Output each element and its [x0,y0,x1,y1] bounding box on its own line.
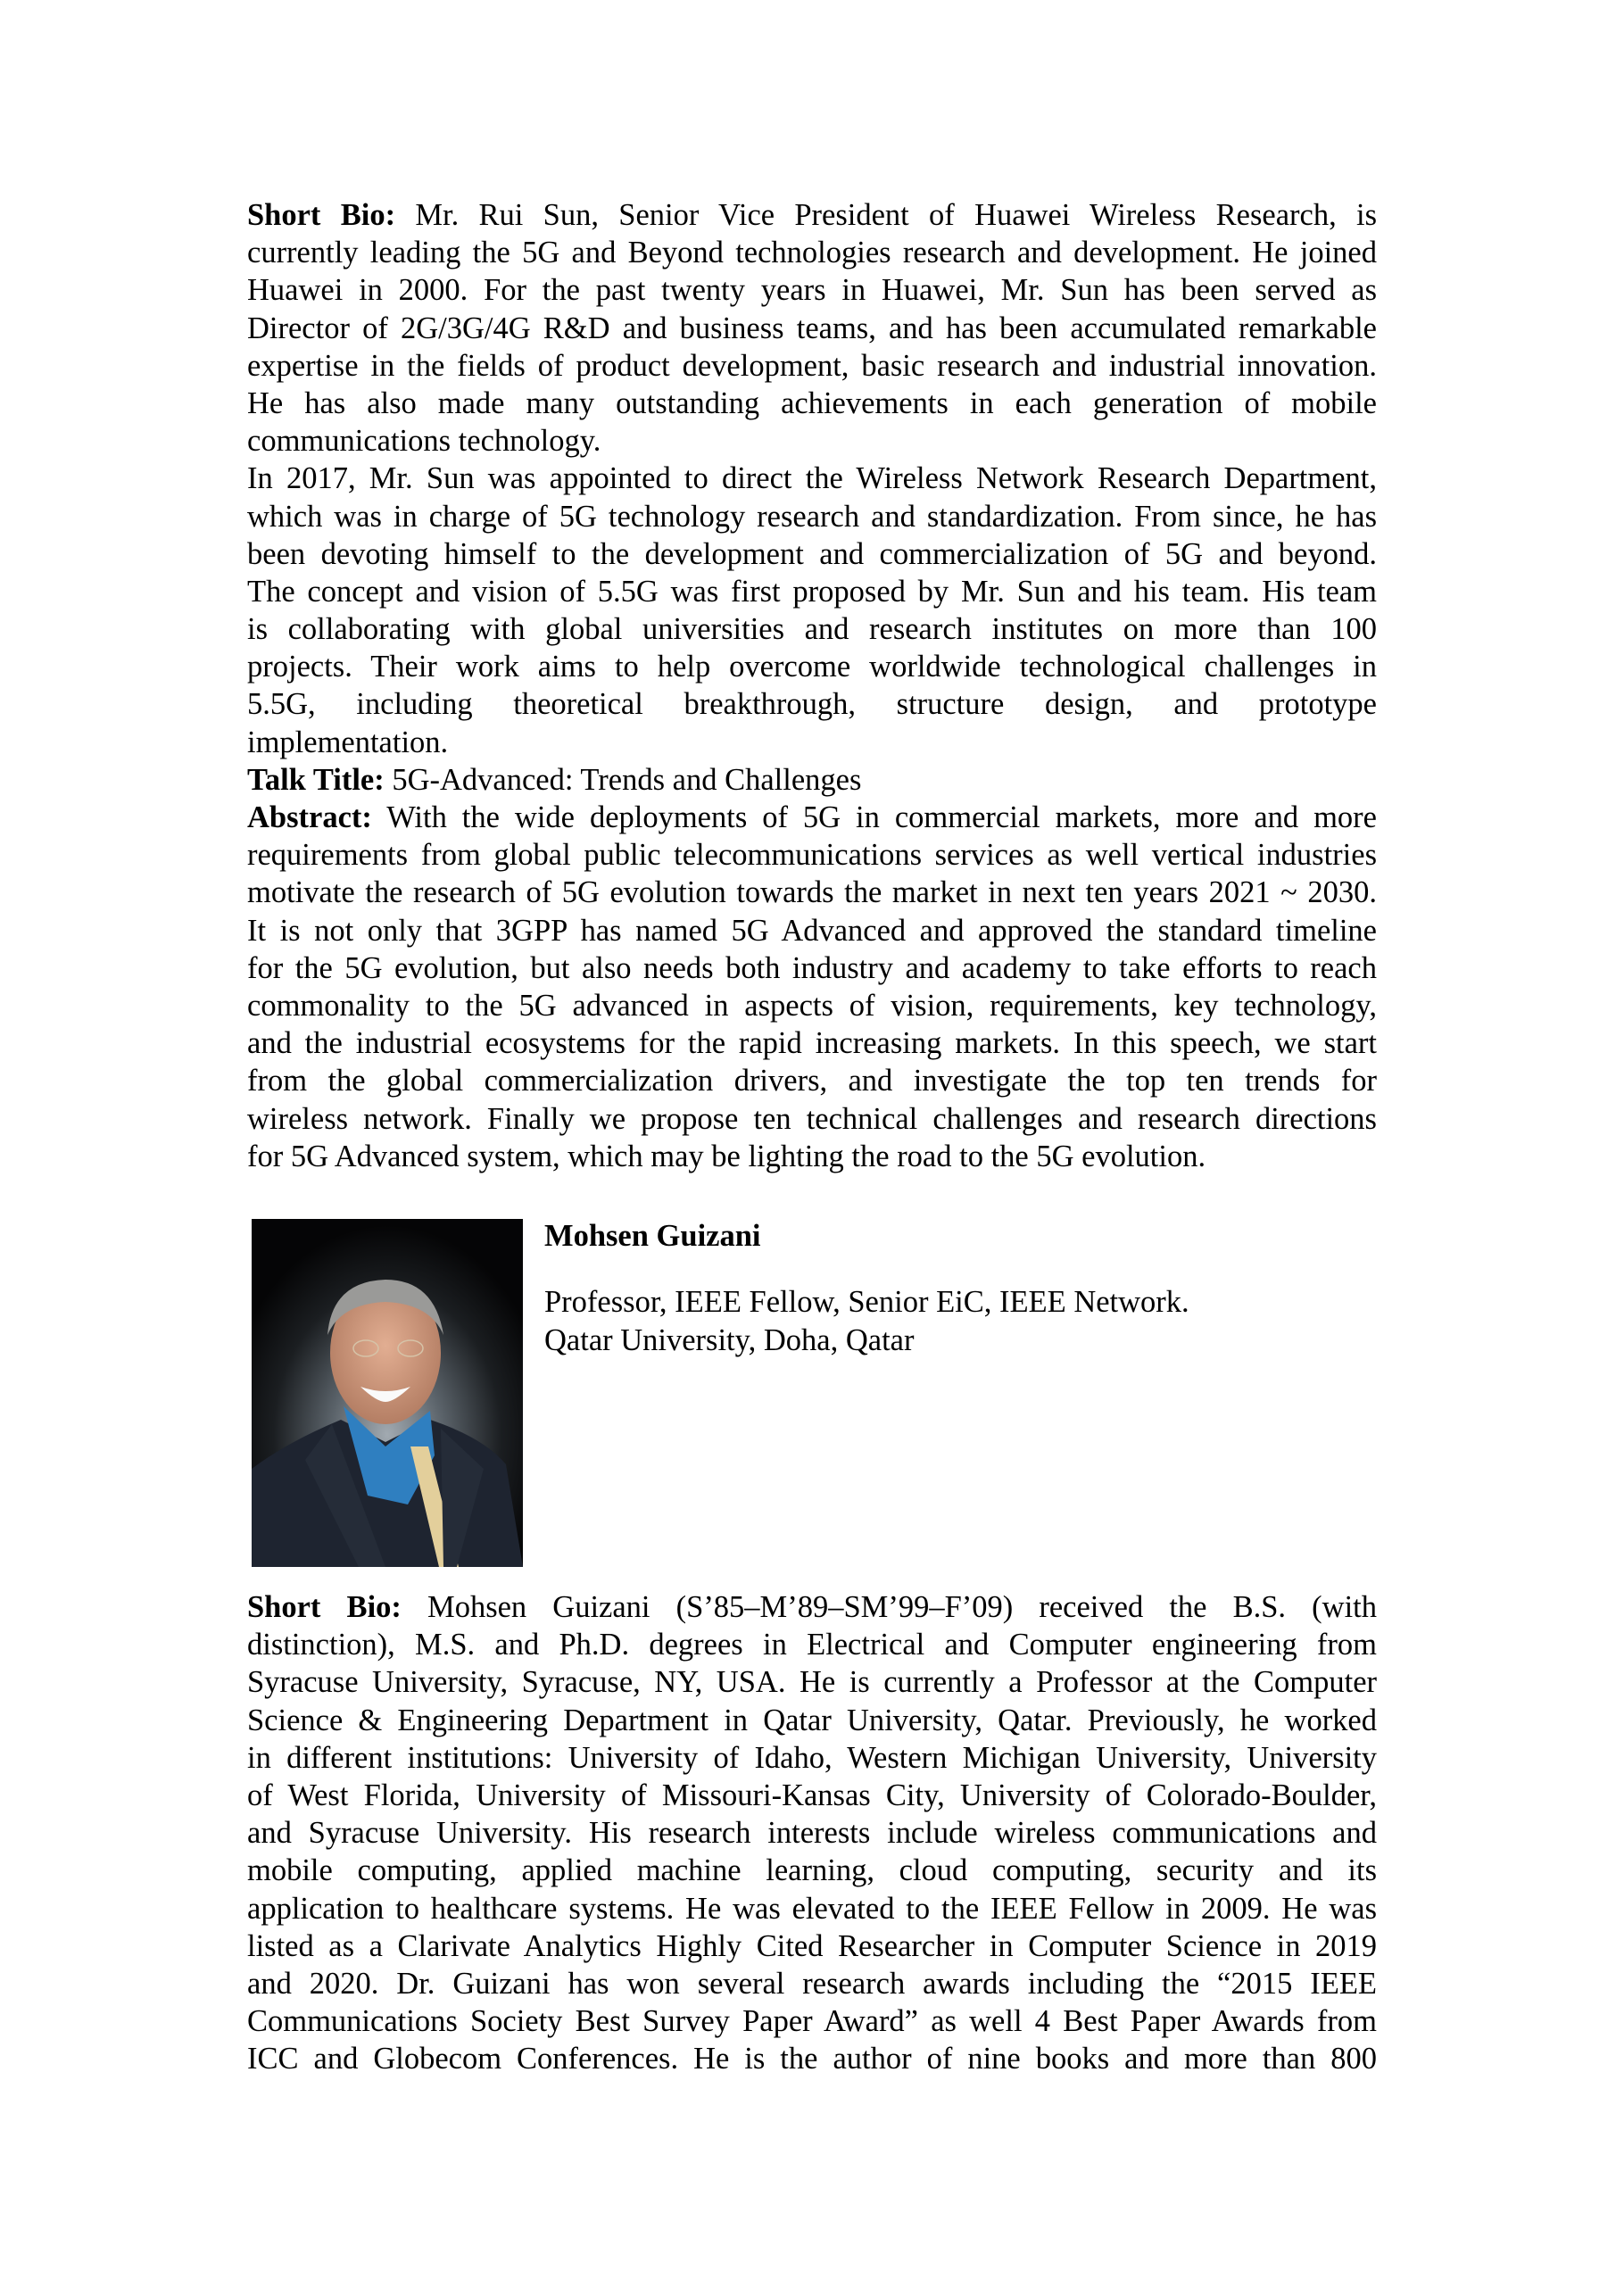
speaker-affiliation: Qatar University, Doha, Qatar [544,1323,915,1357]
bio-line: Communications Society Best Survey Paper Award” as well 4 Best Paper Awards from [247,2004,1377,2039]
short-bio-label: Short Bio: [247,198,396,232]
bio-line: been devoting himself to the development and commercialization of 5G and beyond. [247,536,1377,571]
abstract-line: It is not only that 3GPP has named 5G Advanced and approved the standard timeline [247,913,1377,948]
speaker-photo [252,1219,523,1567]
bio-line: which was in charge of 5G technology research and standardization. From since, he has [247,499,1377,534]
bio-line: 5.5G, including theoretical breakthrough, structure design, and prototype [247,687,1377,722]
abstract-line: motivate the research of 5G evolution towards the market in next ten years 2021 ~ 2030. [247,875,1377,910]
talk-title-label: Talk Title: [247,762,385,797]
bio-line: currently leading the 5G and Beyond technologies research and development. He joined [247,236,1377,270]
bio-line: mobile computing, applied machine learning, cloud computing, security and its [247,1853,1377,1888]
bio-line: projects. Their work aims to help overcome worldwide technological challenges in [247,650,1377,684]
short-bio-label: Short Bio: [247,1590,402,1624]
abstract-line: Abstract: With the wide deployments of 5G in commercial markets, more and more [247,800,1377,834]
bio-line: and 2020. Dr. Guizani has won several research awards including the “2015 IEEE [247,1966,1377,2001]
bio-line: Syracuse University, Syracuse, NY, USA. He is currently a Professor at the Computer [247,1665,1377,1700]
abstract-label: Abstract: [247,800,372,834]
abstract-line: for the 5G evolution, but also needs both industry and academy to take efforts to reach [247,950,1377,985]
bio-line: Short Bio: Mohsen Guizani (S’85–M’89–SM’99–F’09) received the B.S. (with [247,1590,1377,1624]
talk-title [247,761,1377,799]
bio-line: In 2017, Mr. Sun was appointed to direct the Wireless Network Research Department, [247,461,1377,496]
bio-line: He has also made many outstanding achievements in each generation of mobile [247,385,1377,420]
bio-line: in different institutions: University of Idaho, Western Michigan University, University [247,1740,1377,1775]
bio-line: Short Bio: Mr. Rui Sun, Senior Vice President of Huawei Wireless Research, is [247,198,1377,232]
portrait-illustration [252,1219,523,1567]
speaker-title: Professor, IEEE Fellow, Senior EiC, IEEE Network. [544,1285,1189,1319]
bio-line: ICC and Globecom Conferences. He is the author of nine books and more than 800 [247,2042,1377,2076]
bio-line: of West Florida, University of Missouri-Kansas City, University of Colorado-Boulder, [247,1778,1377,1812]
bio-line: Director of 2G/3G/4G R&D and business teams, and has been accumulated remarkable [247,311,1377,345]
speaker-name: Mohsen Guizani [544,1219,761,1253]
abstract-line: and the industrial ecosystems for the rapid increasing markets. In this speech, we start [247,1026,1377,1061]
bio-line: Huawei in 2000. For the past twenty years in Huawei, Mr. Sun has been served as [247,273,1377,308]
abstract-line: wireless network. Finally we propose ten technical challenges and research directions [247,1101,1377,1136]
bio-line: expertise in the fields of product development, basic research and industrial innovation. [247,348,1377,383]
bio-line: The concept and vision of 5.5G was first proposed by Mr. Sun and his team. His team [247,574,1377,609]
speaker2-header [544,1217,1189,1360]
bio-line: communications technology. [247,424,601,459]
bio-line: application to healthcare systems. He was elevated to the IEEE Fellow in 2009. He was [247,1891,1377,1926]
bio-line: listed as a Clarivate Analytics Highly Cited Researcher in Computer Science in 2019 [247,1928,1377,1963]
abstract-line: from the global commercialization drivers, and investigate the top ten trends for [247,1064,1377,1098]
bio-line: is collaborating with global universities and research institutes on more than 100 [247,612,1377,647]
abstract-line: commonality to the 5G advanced in aspects of vision, requirements, key technology, [247,988,1377,1023]
speaker1-section [247,196,1377,1175]
abstract-line: for 5G Advanced system, which may be lighting the road to the 5G evolution. [247,1139,1206,1173]
speaker2-bio [247,1588,1377,2077]
bio-line: and Syracuse University. His research interests include wireless communications and [247,1816,1377,1851]
abstract-line: requirements from global public telecommunications services as well vertical industries [247,838,1377,873]
talk-title-value: 5G-Advanced: Trends and Challenges [384,762,862,797]
bio-line: distinction), M.S. and Ph.D. degrees in Electrical and Computer engineering from [247,1628,1377,1662]
bio-line: Science & Engineering Department in Qatar University, Qatar. Previously, he worked [247,1703,1377,1737]
bio-line: implementation. [247,725,449,759]
